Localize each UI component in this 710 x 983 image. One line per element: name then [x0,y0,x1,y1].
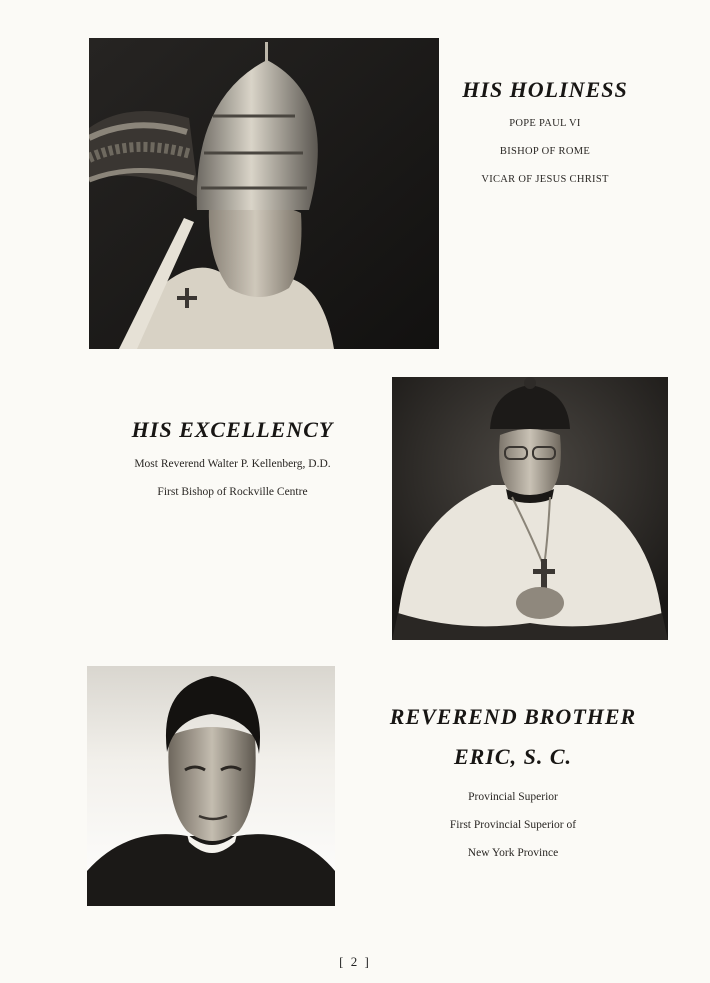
section-reverend-brother [378,697,648,867]
portrait-bishop-kellenberg [392,377,668,640]
caption-line: Most Reverend Walter P. Kellenberg, D.D. [134,458,331,470]
caption-line: First Bishop of Rockville Centre [157,486,308,498]
section-title: REVEREND BROTHER [389,704,637,729]
section-title: HIS EXCELLENCY [131,417,334,442]
caption-line: BISHOP OF ROME [499,146,591,157]
caption-line: VICAR OF JESUS CHRIST [481,174,609,185]
caption-line: New York Province [467,847,559,859]
portrait-pope-paul-vi [89,38,439,349]
caption-line: First Provincial Superior of [449,819,577,831]
section-his-holiness [445,70,645,194]
portrait-brother-eric [87,666,335,906]
caption-line: Provincial Superior [468,791,558,803]
caption-line: POPE PAUL VI [509,118,581,129]
section-his-excellency [100,410,365,506]
section-title: ERIC, S. C. [454,744,572,769]
section-title: HIS HOLINESS [462,77,628,102]
page-number: [ 2 ] [339,954,371,969]
